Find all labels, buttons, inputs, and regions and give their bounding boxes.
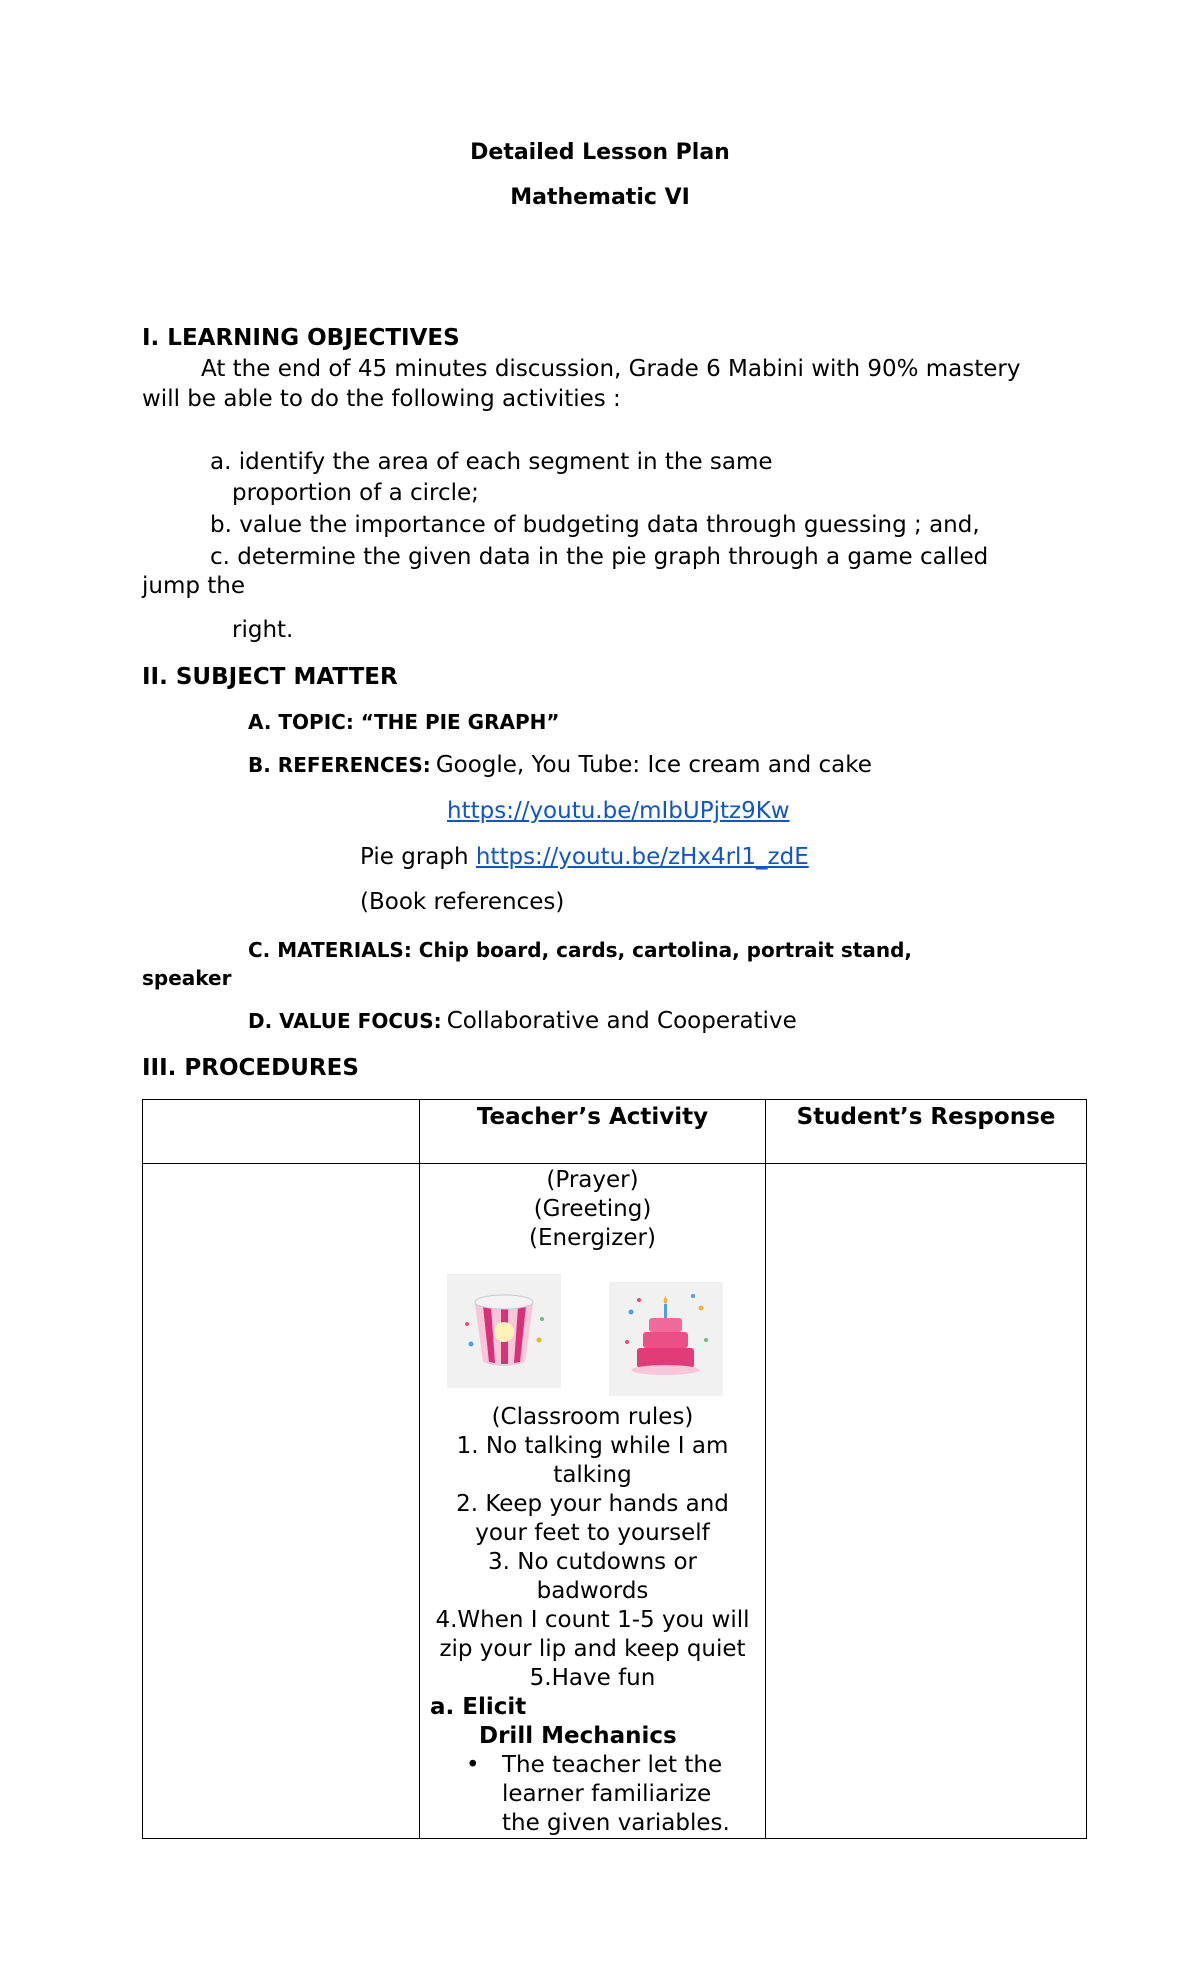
reference-link-1[interactable]: https://youtu.be/mIbUPjtz9Kw	[447, 798, 790, 824]
drill-bullet	[420, 1751, 765, 1838]
objectives-intro-line1: At the end of 45 minutes discussion, Grade 6 Mabini with 90% mastery	[201, 356, 1021, 382]
bullet-dot-icon: •	[466, 1752, 480, 1778]
birthday-cake-icon	[609, 1282, 723, 1396]
pie-graph-reference	[360, 844, 809, 870]
objective-c-line3: right.	[232, 617, 294, 643]
objective-c-line2: jump the	[142, 573, 246, 599]
objectives-intro-line2: will be able to do the following activities :	[142, 386, 621, 412]
ice-cream-bucket-icon	[447, 1274, 561, 1388]
rule-1-line1: 1. No talking while I am	[456, 1433, 729, 1459]
pie-graph-label: Pie graph	[360, 844, 469, 870]
materials-line1: C. MATERIALS: Chip board, cards, cartolina, portrait stand,	[248, 938, 912, 962]
bullet-line3: the given variables.	[502, 1810, 730, 1836]
table-row	[143, 1164, 1087, 1839]
reference-link-1-wrap	[447, 798, 790, 824]
references-label: B. REFERENCES:	[248, 753, 431, 777]
objective-a-line1: a. identify the area of each segment in the same	[210, 449, 773, 475]
section-heading-subject-matter: II. SUBJECT MATTER	[142, 664, 398, 690]
value-focus-label: D. VALUE FOCUS:	[248, 1009, 442, 1033]
prayer-text: (Prayer)	[546, 1167, 639, 1193]
energizer-text: (Energizer)	[529, 1225, 656, 1251]
reference-link-2[interactable]: https://youtu.be/zHx4rl1_zdE	[475, 844, 809, 870]
book-references: (Book references)	[360, 889, 565, 915]
procedures-table	[142, 1099, 1087, 1839]
document-title: Detailed Lesson Plan	[470, 140, 730, 165]
drill-mechanics-heading: Drill Mechanics	[479, 1723, 677, 1749]
section-heading-procedures: III. PROCEDURES	[142, 1055, 359, 1081]
rule-3-line1: 3. No cutdowns or	[488, 1549, 697, 1575]
value-focus-text: Collaborative and Cooperative	[446, 1008, 797, 1034]
rule-2-line1: 2. Keep your hands and	[456, 1491, 729, 1517]
materials-line2: speaker	[142, 966, 232, 990]
column-header-teacher: Teacher’s Activity	[476, 1104, 709, 1130]
references-line	[248, 752, 872, 778]
objective-a-line2: proportion of a circle;	[232, 480, 479, 506]
topic: A. TOPIC: “THE PIE GRAPH”	[248, 710, 560, 734]
objective-c-line1: c. determine the given data in the pie graph through a game called	[210, 544, 989, 570]
references-text: Google, You Tube: Ice cream and cake	[435, 752, 872, 778]
objective-b: b. value the importance of budgeting data through guessing ; and,	[210, 512, 980, 538]
header-cell-empty	[143, 1100, 420, 1164]
header-cell-student	[766, 1100, 1087, 1164]
rule-3-line2: badwords	[536, 1578, 649, 1604]
bullet-line2: learner familiarize	[502, 1781, 712, 1807]
elicit-heading: a. Elicit	[430, 1694, 527, 1720]
table-header-row	[143, 1100, 1087, 1164]
greeting-text: (Greeting)	[533, 1196, 652, 1222]
student-response-cell	[766, 1164, 1087, 1839]
value-focus-line	[248, 1008, 797, 1034]
row-label-cell	[143, 1164, 420, 1839]
rule-5: 5.Have fun	[529, 1665, 656, 1691]
rule-1-line2: talking	[553, 1462, 632, 1488]
rule-4-line2: zip your lip and keep quiet	[439, 1636, 746, 1662]
section-heading-objectives: I. LEARNING OBJECTIVES	[142, 325, 460, 351]
energizer-images	[420, 1253, 765, 1403]
header-cell-teacher	[420, 1100, 766, 1164]
teacher-activity-cell	[420, 1164, 766, 1839]
document-subtitle: Mathematic VI	[510, 185, 690, 210]
rule-2-line2: your feet to yourself	[475, 1520, 710, 1546]
bullet-line1: The teacher let the	[502, 1752, 723, 1778]
rule-4-line1: 4.When I count 1-5 you will	[435, 1607, 750, 1633]
column-header-student: Student’s Response	[796, 1104, 1056, 1130]
classroom-rules-title: (Classroom rules)	[491, 1404, 694, 1430]
